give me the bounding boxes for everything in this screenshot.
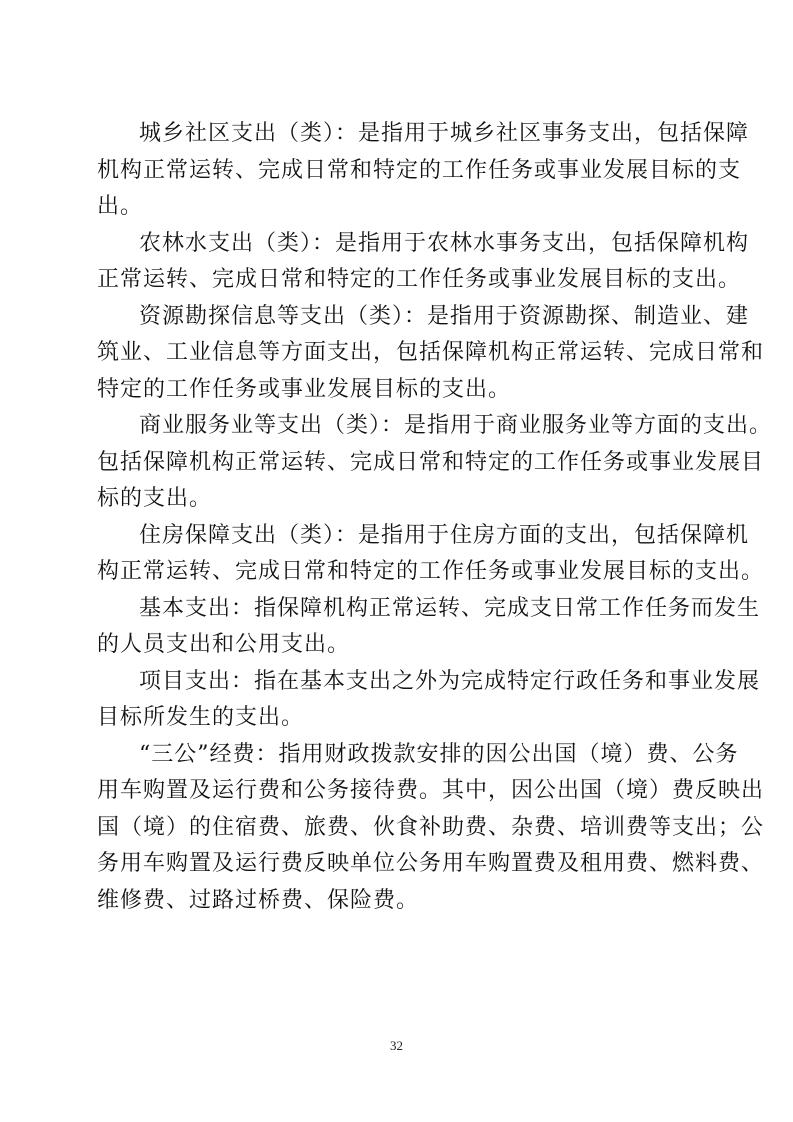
text-line: 出。 [97,194,144,219]
text-line: 项目支出：指在基本支出之外为完成特定行政任务和事业发展 [139,668,761,694]
text-line: “三公”经费：指用财政拨款安排的因公出国（境）费、公务 [139,741,739,767]
paragraph-resource-exploration [97,299,765,409]
text-line: 基本支出：指保障机构正常运转、完成支日常工作任务而发生 [139,595,761,621]
paragraph-project-expenditure [97,664,761,737]
text-line: 农林水支出（类）：是指用于农林水事务支出，包括保障机构 [139,230,750,256]
paragraph-commercial-services [97,408,773,518]
text-line: 住房保障支出（类）：是指用于住房方面的支出，包括保障机 [139,522,750,548]
text-line: 的人员支出和公用支出。 [97,632,351,657]
text-line: 用车购置及运行费和公务接待费。其中，因公出国（境）费反映出 [97,778,765,803]
text-line: 务用车购置及运行费反映单位公务用车购置费及租用费、燃料费、 [97,851,765,876]
text-line: 特定的工作任务或事业发展目标的支出。 [97,376,512,402]
text-line: 商业服务业等支出（类）：是指用于商业服务业等方面的支出。 [139,413,773,438]
text-line: 维修费、过路过桥费、保险费。 [97,887,420,913]
paragraph-housing-security [97,518,765,591]
paragraph-three-public-expenses [97,737,765,920]
text-line: 筑业、工业信息等方面支出，包括保障机构正常运转、完成日常和 [97,340,765,365]
paragraph-urban-rural-community [97,116,750,226]
text-line: 资源勘探信息等支出（类）：是指用于资源勘探、制造业、建 [139,303,750,329]
text-line: 构正常运转、完成日常和特定的工作任务或事业发展目标的支出。 [97,559,765,584]
text-line: 城乡社区支出（类）：是指用于城乡社区事务支出，包括保障 [139,121,750,146]
text-line: 机构正常运转、完成日常和特定的工作任务或事业发展目标的支 [97,157,742,183]
text-line: 国（境）的住宿费、旅费、伙食补助费、杂费、培训费等支出；公 [97,814,765,840]
page-number: 32 [390,1038,403,1053]
paragraph-agriculture-forestry-water [97,226,750,299]
document-body [97,116,773,919]
text-line: 正常运转、完成日常和特定的工作任务或事业发展目标的支出。 [97,267,742,292]
text-line: 标的支出。 [97,486,213,511]
text-line: 包括保障机构正常运转、完成日常和特定的工作任务或事业发展目 [97,449,765,475]
paragraph-basic-expenditure [97,591,761,664]
text-line: 目标所发生的支出。 [97,705,305,730]
